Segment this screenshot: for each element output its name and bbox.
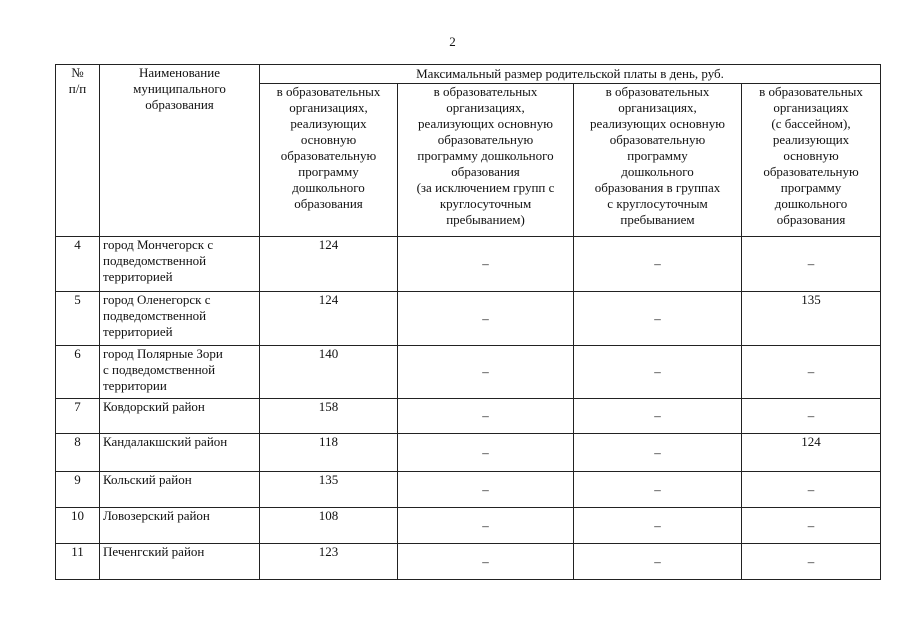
- table-row: [56, 472, 881, 508]
- table-row: [56, 544, 881, 580]
- table-row: [56, 292, 881, 346]
- fee-basic: 118: [260, 434, 398, 472]
- fee-basic: 135: [260, 472, 398, 508]
- header-municipality: [100, 65, 260, 237]
- header-col-24h-label: в образовательных организациях, реализующих основную образовательную программу дошкольного образования в группах с круглосуточным пребыванием: [590, 84, 725, 227]
- municipality-name: город Полярные Зори с подведомственной территории: [100, 346, 260, 399]
- row-number: 11: [56, 544, 100, 580]
- fee-24h: –: [574, 508, 742, 544]
- municipality-name: город Мончегорск с подведомственной территорией: [100, 237, 260, 292]
- table-row: [56, 434, 881, 472]
- row-number: 6: [56, 346, 100, 399]
- table-row: [56, 237, 881, 292]
- fee-pool: –: [742, 237, 881, 292]
- fee-basic: 123: [260, 544, 398, 580]
- municipality-name: город Оленегорск с подведомственной территорией: [100, 292, 260, 346]
- row-number: 9: [56, 472, 100, 508]
- fee-24h: –: [574, 292, 742, 346]
- municipality-name: Ковдорский район: [100, 399, 260, 434]
- fee-except-24h: –: [398, 544, 574, 580]
- fee-24h: –: [574, 544, 742, 580]
- fee-except-24h: –: [398, 508, 574, 544]
- table-row: [56, 399, 881, 434]
- table-row: [56, 508, 881, 544]
- fee-pool: –: [742, 399, 881, 434]
- table-header: [56, 65, 881, 237]
- header-number-label: № п/п: [68, 65, 87, 96]
- row-number: 7: [56, 399, 100, 434]
- fee-except-24h: –: [398, 434, 574, 472]
- header-col-basic: [260, 84, 398, 237]
- fee-basic: 158: [260, 399, 398, 434]
- fee-pool: –: [742, 544, 881, 580]
- fee-24h: –: [574, 472, 742, 508]
- header-number: [56, 65, 100, 237]
- row-number: 8: [56, 434, 100, 472]
- fee-except-24h: –: [398, 346, 574, 399]
- fee-except-24h: –: [398, 292, 574, 346]
- header-col-except-24h-label: в образовательных организациях, реализующих основную образовательную программу дошкольного образования (за исключением групп с круглосуточным пребыванием): [416, 84, 555, 227]
- municipality-name: Кольский район: [100, 472, 260, 508]
- fee-24h: –: [574, 346, 742, 399]
- fee-pool: –: [742, 508, 881, 544]
- municipality-name: Печенгский район: [100, 544, 260, 580]
- row-number: 10: [56, 508, 100, 544]
- page-number: 2: [449, 34, 456, 49]
- fee-basic: 108: [260, 508, 398, 544]
- parental-fee-table: [55, 64, 881, 580]
- fee-basic: 124: [260, 237, 398, 292]
- fee-pool: 124: [742, 434, 881, 472]
- row-number: 4: [56, 237, 100, 292]
- header-max-fee: Максимальный размер родительской платы в день, руб.: [260, 65, 881, 84]
- fee-pool: 135: [742, 292, 881, 346]
- fee-except-24h: –: [398, 399, 574, 434]
- fee-24h: –: [574, 399, 742, 434]
- fee-24h: –: [574, 434, 742, 472]
- header-municipality-label: Наименование муниципального образования: [133, 65, 226, 112]
- header-col-pool: [742, 84, 881, 237]
- municipality-name: Ловозерский район: [100, 508, 260, 544]
- fee-except-24h: –: [398, 237, 574, 292]
- fee-pool: –: [742, 346, 881, 399]
- municipality-name: Кандалакшский район: [100, 434, 260, 472]
- table-body: [56, 237, 881, 580]
- header-col-basic-label: в образовательных организациях, реализующих основную образовательную программу дошкольного образования: [276, 84, 381, 211]
- fee-basic: 124: [260, 292, 398, 346]
- header-col-24h: [574, 84, 742, 237]
- fee-24h: –: [574, 237, 742, 292]
- table-row: [56, 346, 881, 399]
- header-col-except-24h: [398, 84, 574, 237]
- fee-pool: –: [742, 472, 881, 508]
- fee-basic: 140: [260, 346, 398, 399]
- row-number: 5: [56, 292, 100, 346]
- header-col-pool-label: в образовательных организациях (с бассейном), реализующих основную образовательную программу дошкольного образования: [759, 84, 863, 227]
- fee-except-24h: –: [398, 472, 574, 508]
